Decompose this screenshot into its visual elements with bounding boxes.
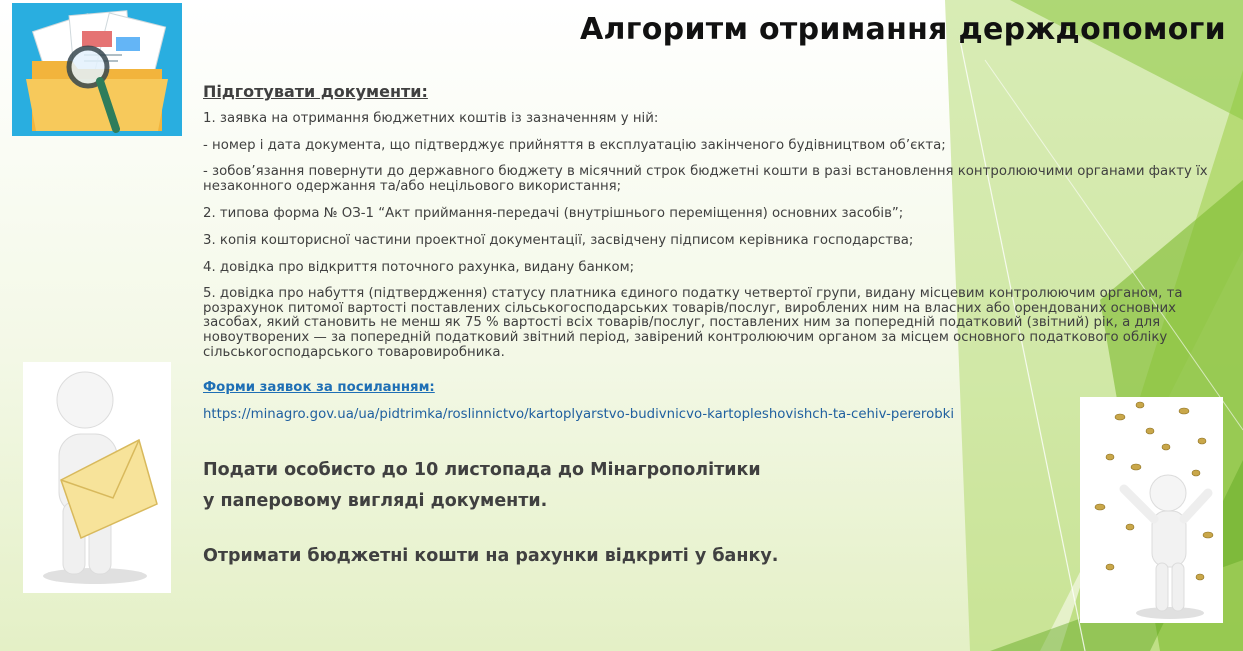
list-item-1a: - номер і дата документа, що підтверджує прийняття в експлуатацію закінченого будівництвом об’єкта; xyxy=(203,138,946,153)
slide-content xyxy=(203,82,1223,566)
slide-title: Алгоритм отримання держдопомоги xyxy=(580,12,1226,47)
section-heading: Підготувати документи: xyxy=(203,82,428,101)
submit-line-2: у паперовому вигляді документи. xyxy=(203,491,548,512)
list-item-5: 5. довідка про набуття (підтвердження) статусу платника єдиного податку четвертої групи, видану місцевим контролюючим органом, та розрахунок питомої вартості поставлених сільськогосподарських товарів/послуг, вироблених ним на власних або орендованих основних засобах, який становить не менш як 75 % вартості всіх товарів/послуг, поставлених ним за попередній податковий (звітний) рік, а для новоутворених — за попередній податковий звітний період, завірений контролюючим органом за місцем основного податкового обліку сільськогосподарського товаровиробника. xyxy=(203,286,1183,360)
forms-link[interactable]: https://minagro.gov.ua/ua/pidtrimka/roslinnictvo/kartoplyarstvo-budivnicvo-kartopleshovishch-ta-cehiv-pererobki xyxy=(203,407,955,423)
documents-illustration xyxy=(12,3,182,136)
man-with-envelope-illustration xyxy=(23,362,171,593)
list-item-1b: - зобов’язання повернути до державного бюджету в місячний строк бюджетні кошти в разі встановлення контролюючими органами факту їх незаконного одержання та/або нецільового використання; xyxy=(203,164,1208,194)
submit-line-1: Подати особисто до 10 листопада до Мінагрополітики xyxy=(203,460,761,481)
list-item-2: 2. типова форма № ОЗ-1 “Акт приймання-передачі (внутрішнього переміщення) основних засобів”; xyxy=(203,206,904,222)
forms-label: Форми заявок за посиланням: xyxy=(203,380,435,396)
list-item-1: 1. заявка на отримання бюджетних коштів із зазначенням у ній: xyxy=(203,111,659,126)
receive-line: Отримати бюджетні кошти на рахунки відкриті у банку. xyxy=(203,546,779,567)
list-item-3: 3. копія кошторисної частини проектної документації, засвідчену підписом керівника господарства; xyxy=(203,233,914,249)
list-item-4: 4. довідка про відкриття поточного рахунка, видану банком; xyxy=(203,260,635,276)
